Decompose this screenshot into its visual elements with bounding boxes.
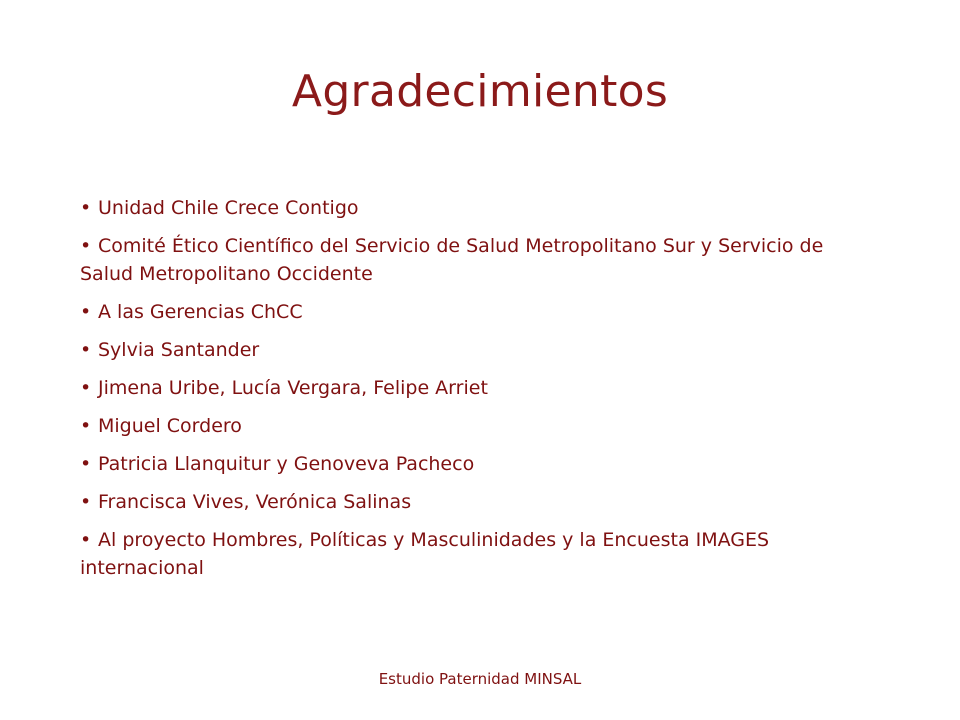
- list-item-text: Francisca Vives, Verónica Salinas: [98, 491, 412, 513]
- list-item: [80, 450, 880, 478]
- bullet-icon: •: [80, 491, 92, 513]
- list-item: [80, 336, 880, 364]
- list-item-text: Sylvia Santander: [98, 339, 260, 361]
- bullet-icon: •: [80, 415, 92, 437]
- list-item-text: Miguel Cordero: [98, 415, 242, 437]
- bullet-icon: •: [80, 197, 92, 219]
- list-item: [80, 298, 880, 326]
- list-item: [80, 412, 880, 440]
- slide-title: Agradecimientos: [291, 66, 669, 117]
- slide-footer: Estudio Paternidad MINSAL: [378, 670, 582, 688]
- list-item: [80, 488, 880, 516]
- list-item: [80, 374, 880, 402]
- acknowledgements-list: [80, 194, 880, 592]
- bullet-icon: •: [80, 235, 92, 257]
- list-item-text: Comité Ético Científico del Servicio de Salud Metropolitano Sur y Servicio de Salud Metropolitano Occidente: [80, 235, 824, 285]
- bullet-icon: •: [80, 377, 92, 399]
- list-item-text: Jimena Uribe, Lucía Vergara, Felipe Arriet: [98, 377, 488, 399]
- bullet-icon: •: [80, 301, 92, 323]
- list-item-text: Al proyecto Hombres, Políticas y Masculinidades y la Encuesta IMAGES internacional: [80, 529, 770, 579]
- bullet-icon: •: [80, 453, 92, 475]
- bullet-icon: •: [80, 529, 92, 551]
- bullet-icon: •: [80, 339, 92, 361]
- list-item: [80, 194, 880, 222]
- list-item-text: Patricia Llanquitur y Genoveva Pacheco: [98, 453, 475, 475]
- list-item-text: Unidad Chile Crece Contigo: [98, 197, 359, 219]
- list-item: [80, 526, 880, 582]
- list-item-text: A las Gerencias ChCC: [98, 301, 303, 323]
- list-item: [80, 232, 880, 288]
